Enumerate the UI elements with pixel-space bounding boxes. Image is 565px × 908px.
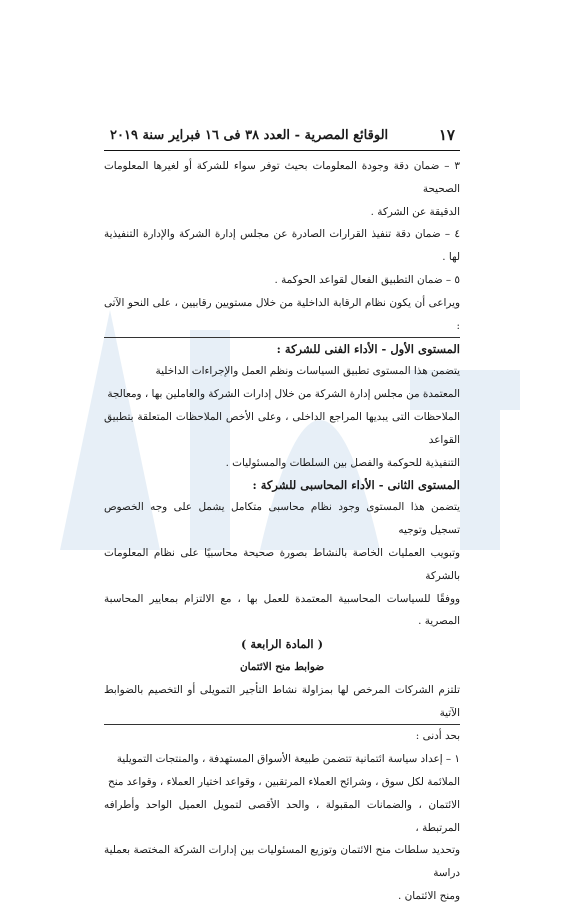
item-3-line-2: الدقيقة عن الشركة . xyxy=(370,205,460,218)
item-5: ٥ – ضمان التطبيق الفعال لقواعد الحوكمة . xyxy=(274,273,460,286)
document-body xyxy=(104,155,460,908)
article-intro-line-1: تلتزم الشركات المرخص لها بمزاولة نشاط التأجير التمويلى أو التخصيم بالضوابط الآتية xyxy=(104,679,460,726)
clause-1-line-3: الائتمان ، والضمانات المقبولة ، والحد الأقصى لتمويل العميل الواحد وأطرافه المرتبطة ، xyxy=(104,798,460,834)
level-2-heading: المستوى الثانى - الأداء المحاسبى للشركة : xyxy=(252,478,460,493)
level-2-line-1: يتضمن هذا المستوى وجود نظام محاسبى متكامل يشمل على وجه الخصوص تسجيل وتوجيه xyxy=(104,501,460,537)
level-1-line-3: الملاحظات التى يبديها المراجع الداخلى ، وعلى الأخص الملاحظات المتعلقة بتطبيق القواعد xyxy=(104,410,460,446)
intro-paragraph: ويراعى أن يكون نظام الرقابة الداخلية من خلال مستويين رقابيين ، على النحو الآتى : xyxy=(104,296,460,332)
level-1-line-2: المعتمدة من مجلس إدارة الشركة من خلال إدارات الشركة والعاملين بها ، ومعالجة xyxy=(107,388,460,401)
header-divider xyxy=(104,150,460,151)
header-title: الوقائع المصرية - العدد ٣٨ فى ١٦ فبراير سنة ٢٠١٩ xyxy=(110,127,389,143)
level-2-line-2: وتبويب العمليات الخاصة بالنشاط بصورة صحيحة محاسبيًا على نظام المعلومات بالشركة xyxy=(104,546,460,582)
clause-1-line-5: ومنح الائتمان . xyxy=(398,889,460,902)
clause-1-line-4: وتحديد سلطات منح الائتمان وتوزيع المسئوليات بين إدارات الشركة المختصة بعملية دراسة xyxy=(104,844,460,880)
level-1-heading: المستوى الأول - الأداء الفنى للشركة : xyxy=(104,337,460,360)
page-header xyxy=(110,124,455,146)
item-4: ٤ – ضمان دقة تنفيذ القرارات الصادرة عن مجلس إدارة الشركة والإدارة التنفيذية لها . xyxy=(104,228,460,264)
page-number: ١٧ xyxy=(438,126,455,144)
level-1-line-4: التنفيذية للحوكمة والفصل بين السلطات والمسئوليات . xyxy=(225,456,460,469)
article-subtitle: ضوابط منح الائتمان xyxy=(239,660,325,673)
item-3-line-1: ٣ – ضمان دقة وجودة المعلومات بحيث توفر سواء للشركة أو لغيرها المعلومات الصحيحة xyxy=(104,160,460,195)
clause-1-line-2: الملائمة لكل سوق ، وشرائح العملاء المرتقبين ، وقواعد اختيار العملاء ، وقواعد منح xyxy=(108,775,460,788)
article-intro-line-2: بحد أدنى : xyxy=(415,730,460,743)
clause-1-line-1: ١ – إعداد سياسة ائتمانية تتضمن طبيعة الأسواق المستهدفة ، والمنتجات التمويلية xyxy=(116,753,460,766)
level-2-line-3: ووفقًا للسياسات المحاسبية المعتمدة للعمل بها ، مع الالتزام بمعايير المحاسبة المصرية . xyxy=(104,592,460,628)
article-title: ( المادة الرابعة ) xyxy=(240,637,324,652)
level-1-line-1: يتضمن هذا المستوى تطبيق السياسات ونظم العمل والإجراءات الداخلية xyxy=(155,365,460,378)
